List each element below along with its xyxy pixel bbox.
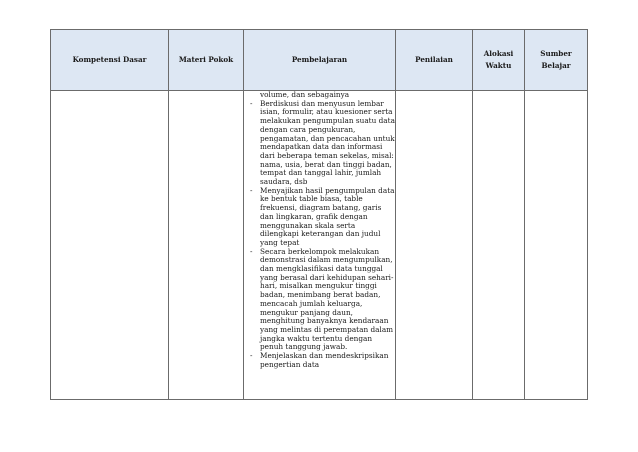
header-sumber-belajar-cell	[525, 30, 588, 91]
cell-materi-pokok	[169, 91, 244, 400]
cell-pembelajaran	[244, 91, 396, 400]
cell-penilaian	[396, 91, 473, 400]
list-item: - Menjelaskan dan mendeskripsikan pengertian data	[250, 352, 395, 369]
cell-sumber-belajar	[525, 91, 588, 400]
header-penilaian: Penilaian	[396, 30, 473, 91]
cell-alokasi-waktu	[473, 91, 525, 400]
list-item: - Menyajikan hasil pengumpulan data ke bentuk table biasa, table frekuensi, diagram batang, garis dan lingkaran, grafik dengan menggunakan skala serta dilengkapi keterangan dan judul yang tepat	[250, 187, 395, 248]
table-header-row	[51, 30, 588, 91]
table-row	[51, 91, 588, 400]
header-sumber-belajar: Sumber Belajar	[540, 49, 572, 70]
header-pembelajaran: Pembelajaran	[244, 30, 396, 91]
list-item: - Berdiskusi dan menyusun lembar isian, formulir, atau kuesioner serta melakukan pengumpulan suatu data dengan cara pengukuran, pengamatan, dan pencacahan untuk mendapatkan data dan informasi dari beberapa teman sekelas, misal: nama, usia, berat dan tinggi badan, tempat dan tanggal lahir, jumlah saudara, dsb	[250, 100, 395, 187]
list-item: - Secara berkelompok melakukan demonstrasi dalam mengumpulkan, dan mengklasifikasi data tunggal yang berasal dari kehidupan sehari-hari, misalkan mengukur tinggi badan, menimbang berat badan, mencacah jumlah keluarga, mengukur panjang daun, menghitung banyaknya kendaraan yang melintas di perempatan dalam jangka waktu tertentu dengan penuh tanggung jawab.	[250, 248, 395, 352]
header-materi-pokok: Materi Pokok	[169, 30, 244, 91]
header-kompetensi-dasar: Kompetensi Dasar	[51, 30, 169, 91]
list-item: volume, dan sebagainya	[260, 90, 350, 99]
header-alokasi-waktu-cell	[473, 30, 525, 91]
header-alokasi-waktu: Alokasi Waktu	[483, 49, 514, 70]
syllabus-table	[50, 29, 588, 400]
cell-kompetensi-dasar	[51, 91, 169, 400]
pembelajaran-list	[244, 91, 395, 370]
